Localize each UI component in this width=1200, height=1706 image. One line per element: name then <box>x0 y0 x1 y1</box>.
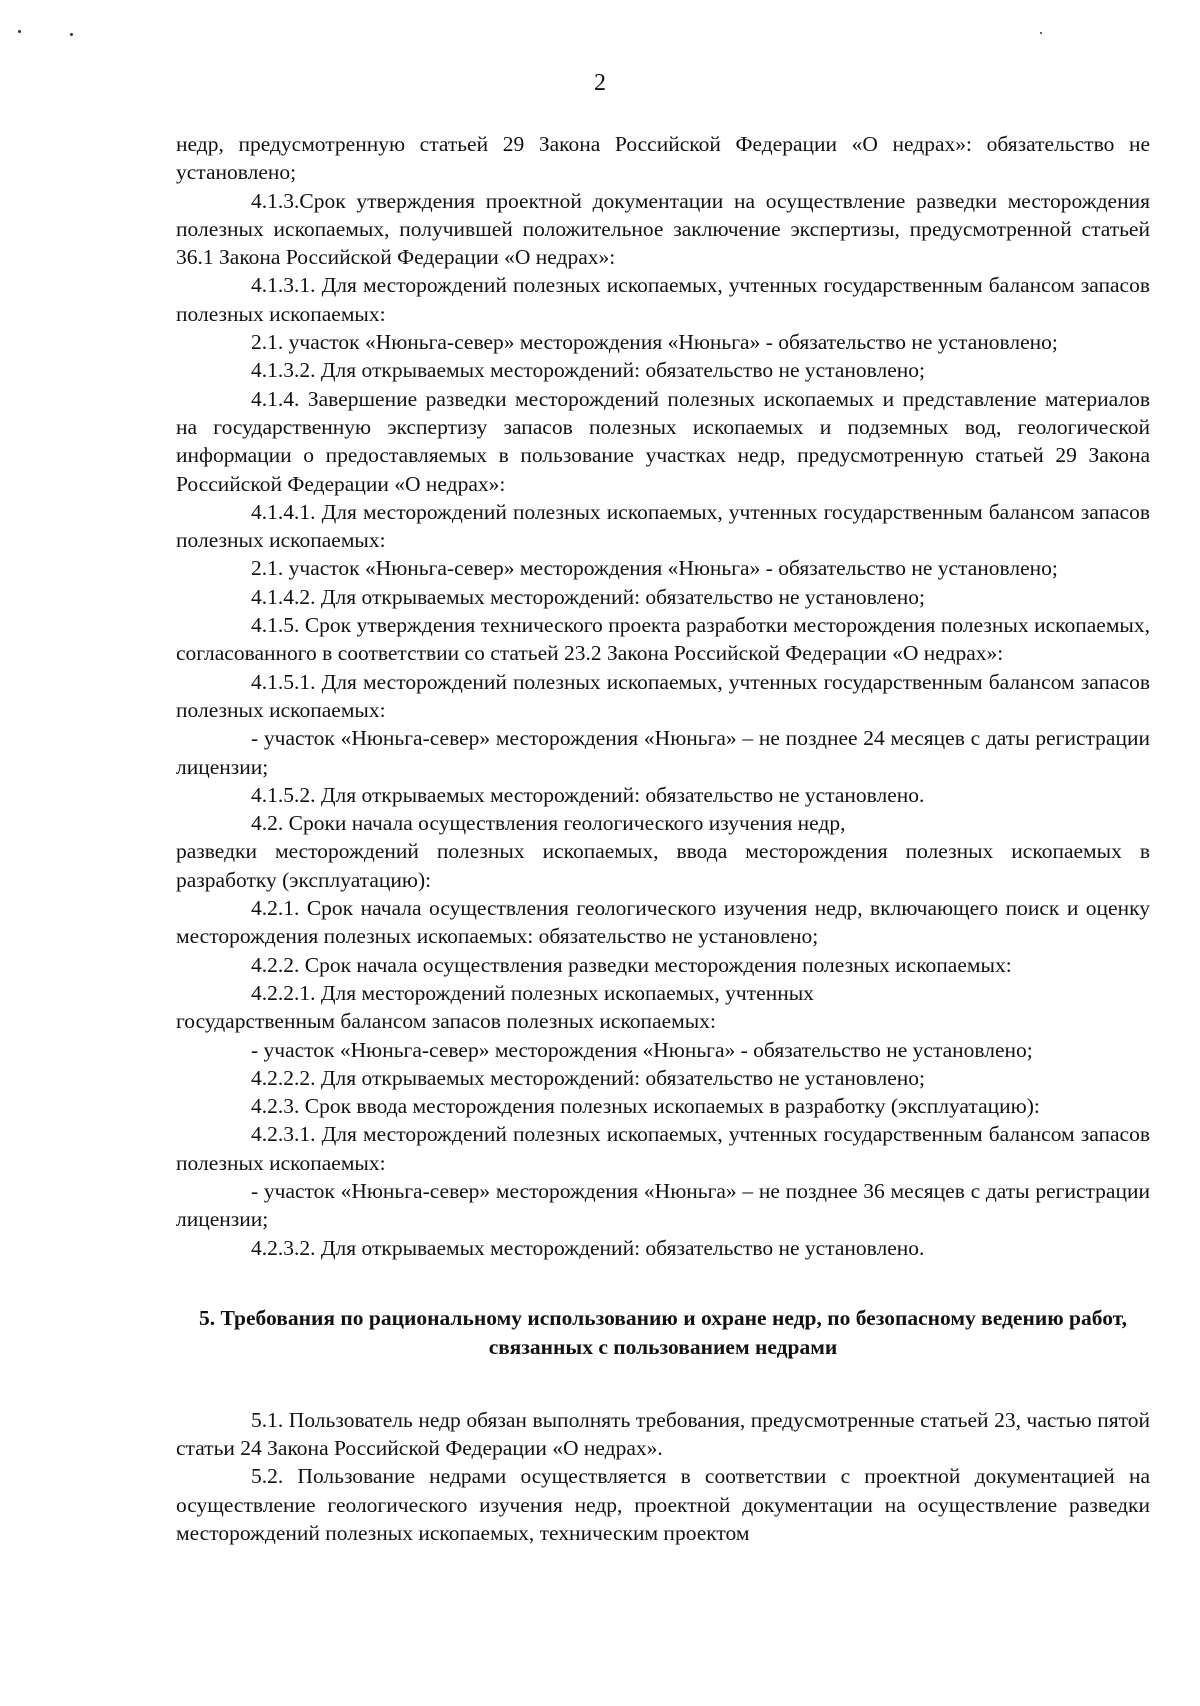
scan-speck <box>1040 32 1042 34</box>
scan-speck <box>18 30 21 33</box>
paragraph: 4.1.3.1. Для месторождений полезных ископаемых, учтенных государственным балансом запасов полезных ископаемых: <box>176 273 1150 326</box>
paragraph: - участок «Нюньга-север» месторождения «Нюньга» – не позднее 36 месяцев с даты регистрации лицензии; <box>176 1178 1150 1232</box>
paragraph: 2.1. участок «Нюньга-север» месторождения «Нюньга» - обязательство не установлено; <box>251 330 1058 355</box>
paragraph: 4.1.5.1. Для месторождений полезных ископаемых, учтенных государственным балансом запасов полезных ископаемых: <box>176 669 1150 722</box>
paragraph: 4.2.3.2. Для открываемых месторождений: обязательство не установлено. <box>251 1235 925 1260</box>
paragraph: 4.2.2.1. Для месторождений полезных ископаемых, учтенных <box>251 980 814 1005</box>
paragraph: 4.1.4.2. Для открываемых месторождений: обязательство не установлено; <box>251 584 926 609</box>
paragraph: 4.2.1. Срок начала осуществления геологического изучения недр, включающего поиск и оценку месторождения полезных ископаемых: обязательство не установлено; <box>176 896 1150 949</box>
paragraph: 4.2.2. Срок начала осуществления разведки месторождения полезных ископаемых: <box>251 952 1012 977</box>
paragraph: 5.2. Пользование недрами осуществляется в соответствии с проектной документацией на осуществление геологического изучения недр, проектной документации на осуществление разведки месторождений полезных ископаемых, техническим проектом <box>176 1464 1150 1546</box>
paragraph: - участок «Нюньга-север» месторождения «Нюньга» – не позднее 24 месяцев с даты регистрации лицензии; <box>176 726 1150 779</box>
document-body <box>176 130 1150 1547</box>
paragraph: 4.1.3.2. Для открываемых месторождений: обязательство не установлено; <box>251 358 926 383</box>
paragraph: 4.2.2.2. Для открываемых месторождений: обязательство не установлено; <box>251 1065 926 1090</box>
requirements-section-4 <box>176 130 1150 1262</box>
paragraph: государственным балансом запасов полезных ископаемых: <box>176 1009 716 1034</box>
paragraph: 4.1.3.Срок утверждения проектной документации на осуществление разведки месторождения полезных ископаемых, получившей положительное заключение экспертизы, предусмотренной статьей 36.1 Закона Российской Федерации «О недрах»: <box>176 188 1150 270</box>
paragraph: 4.2.3. Срок ввода месторождения полезных ископаемых в разработку (эксплуатацию): <box>251 1094 1040 1119</box>
requirements-section-5 <box>176 1406 1150 1547</box>
paragraph: разведки месторождений полезных ископаемых, ввода месторождения полезных ископаемых в разработку (эксплуатацию): <box>176 839 1150 892</box>
paragraph: 4.2.3.1. Для месторождений полезных ископаемых, учтенных государственным балансом запасов полезных ископаемых: <box>176 1122 1150 1175</box>
paragraph: 4.1.4.1. Для месторождений полезных ископаемых, учтенных государственным балансом запасов полезных ископаемых: <box>176 499 1150 553</box>
scan-speck <box>70 33 73 36</box>
paragraph: 4.1.4. Завершение разведки месторождений полезных ископаемых и представление материалов на государственную экспертизу запасов полезных ископаемых и подземных вод, геологической информации о предоставляемых в пользование участках недр, предусмотренную статьей 29 Закона Российской Федерации «О недрах»: <box>176 386 1150 496</box>
paragraph: 4.1.5.2. Для открываемых месторождений: обязательство не установлено. <box>251 782 925 807</box>
paragraph: 5.1. Пользователь недр обязан выполнять требования, предусмотренные статьей 23, частью пятой статьи 24 Закона Российской Федерации «О недрах». <box>176 1407 1150 1461</box>
paragraph: недр, предусмотренную статьей 29 Закона Российской Федерации «О недрах»: обязательство не установлено; <box>176 132 1150 185</box>
paragraph: 4.1.5. Срок утверждения технического проекта разработки месторождения полезных ископаемых, согласованного в соответствии со статьей 23.2 Закона Российской Федерации «О недрах»: <box>176 613 1150 666</box>
paragraph: 4.2. Сроки начала осуществления геологического изучения недр, <box>251 811 846 836</box>
paragraph: - участок «Нюньга-север» месторождения «Нюньга» - обязательство не установлено; <box>251 1037 1033 1062</box>
paragraph: 2.1. участок «Нюньга-север» месторождения «Нюньга» - обязательство не установлено; <box>251 556 1058 581</box>
page-number: 2 <box>594 70 606 96</box>
section-heading: 5. Требования по рациональному использованию и охране недр, по безопасному ведению работ, связанных с пользованием недрами <box>199 1305 1127 1359</box>
